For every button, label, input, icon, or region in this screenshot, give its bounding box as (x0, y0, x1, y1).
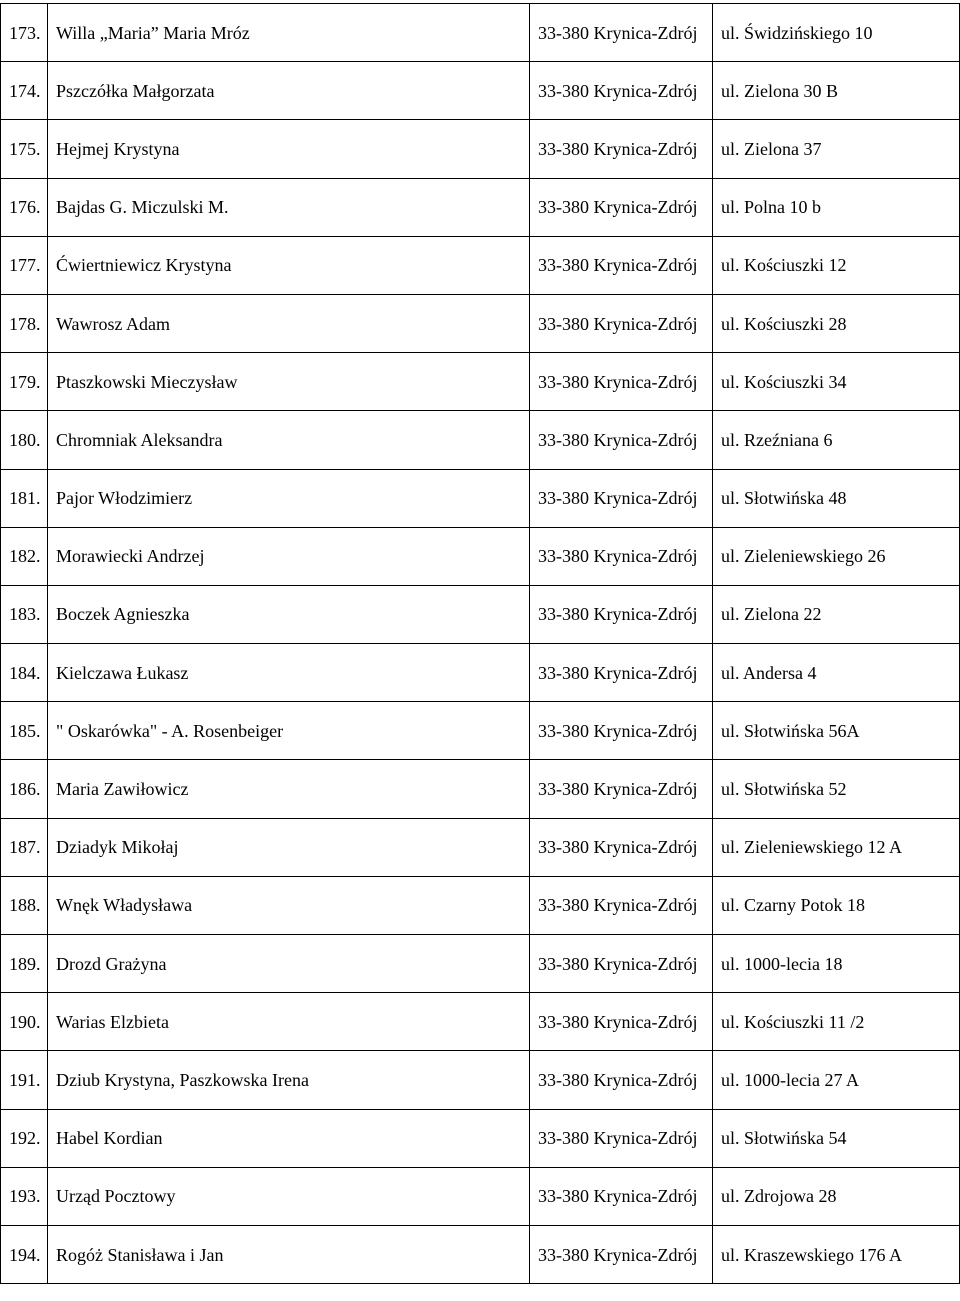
entry-name: Wnęk Władysława (48, 876, 530, 934)
entry-number: 191. (1, 1051, 48, 1109)
table-row (1, 876, 960, 934)
entry-name: Pajor Włodzimierz (48, 469, 530, 527)
entry-name: Dziub Krystyna, Paszkowska Irena (48, 1051, 530, 1109)
entry-number: 180. (1, 411, 48, 469)
table-row (1, 411, 960, 469)
entry-street: ul. Polna 10 b (713, 178, 960, 236)
entry-number: 193. (1, 1167, 48, 1225)
table-row (1, 353, 960, 411)
entry-city: 33-380 Krynica-Zdrój (530, 585, 713, 643)
entry-name: " Oskarówka" - A. Rosenbeiger (48, 702, 530, 760)
table-row (1, 935, 960, 993)
table-row (1, 294, 960, 352)
entry-number: 186. (1, 760, 48, 818)
entry-city: 33-380 Krynica-Zdrój (530, 935, 713, 993)
table-row (1, 702, 960, 760)
entry-city: 33-380 Krynica-Zdrój (530, 1225, 713, 1283)
entry-name: Morawiecki Andrzej (48, 527, 530, 585)
entry-street: ul. Słotwińska 56A (713, 702, 960, 760)
entry-number: 176. (1, 178, 48, 236)
entry-name: Habel Kordian (48, 1109, 530, 1167)
entry-name: Chromniak Aleksandra (48, 411, 530, 469)
entry-number: 179. (1, 353, 48, 411)
entry-city: 33-380 Krynica-Zdrój (530, 702, 713, 760)
entry-city: 33-380 Krynica-Zdrój (530, 4, 713, 62)
entry-number: 181. (1, 469, 48, 527)
entry-number: 185. (1, 702, 48, 760)
entry-city: 33-380 Krynica-Zdrój (530, 353, 713, 411)
entry-number: 188. (1, 876, 48, 934)
entry-street: ul. Słotwińska 52 (713, 760, 960, 818)
table-row (1, 993, 960, 1051)
entry-street: ul. Zielona 37 (713, 120, 960, 178)
entry-street: ul. Słotwińska 54 (713, 1109, 960, 1167)
entry-number: 183. (1, 585, 48, 643)
entry-street: ul. Zdrojowa 28 (713, 1167, 960, 1225)
entry-number: 174. (1, 62, 48, 120)
table-row (1, 62, 960, 120)
entry-street: ul. Kościuszki 12 (713, 236, 960, 294)
entry-street: ul. Andersa 4 (713, 644, 960, 702)
entry-number: 177. (1, 236, 48, 294)
table-row (1, 1109, 960, 1167)
entry-name: Dziadyk Mikołaj (48, 818, 530, 876)
entry-street: ul. Kraszewskiego 176 A (713, 1225, 960, 1283)
entry-city: 33-380 Krynica-Zdrój (530, 818, 713, 876)
entry-city: 33-380 Krynica-Zdrój (530, 527, 713, 585)
entry-street: ul. Kościuszki 34 (713, 353, 960, 411)
registry-table (0, 3, 960, 1284)
table-row (1, 527, 960, 585)
entry-number: 178. (1, 294, 48, 352)
entry-city: 33-380 Krynica-Zdrój (530, 1167, 713, 1225)
entry-name: Boczek Agnieszka (48, 585, 530, 643)
entry-city: 33-380 Krynica-Zdrój (530, 760, 713, 818)
entry-city: 33-380 Krynica-Zdrój (530, 236, 713, 294)
table-row (1, 818, 960, 876)
entry-name: Drozd Grażyna (48, 935, 530, 993)
entry-street: ul. Zielona 30 B (713, 62, 960, 120)
table-row (1, 1225, 960, 1283)
entry-street: ul. Kościuszki 28 (713, 294, 960, 352)
entry-number: 189. (1, 935, 48, 993)
table-row (1, 120, 960, 178)
entry-city: 33-380 Krynica-Zdrój (530, 411, 713, 469)
entry-name: Maria Zawiłowicz (48, 760, 530, 818)
entry-street: ul. Zieleniewskiego 26 (713, 527, 960, 585)
entry-street: ul. 1000-lecia 18 (713, 935, 960, 993)
entry-number: 194. (1, 1225, 48, 1283)
entry-name: Hejmej Krystyna (48, 120, 530, 178)
entry-name: Warias Elzbieta (48, 993, 530, 1051)
entry-street: ul. Zielona 22 (713, 585, 960, 643)
entry-street: ul. Zieleniewskiego 12 A (713, 818, 960, 876)
entry-name: Willa „Maria” Maria Mróz (48, 4, 530, 62)
entry-city: 33-380 Krynica-Zdrój (530, 294, 713, 352)
table-row (1, 1167, 960, 1225)
table-row (1, 178, 960, 236)
table-row (1, 585, 960, 643)
entry-city: 33-380 Krynica-Zdrój (530, 1051, 713, 1109)
table-row (1, 236, 960, 294)
entry-name: Pszczółka Małgorzata (48, 62, 530, 120)
table-row (1, 1051, 960, 1109)
entry-number: 190. (1, 993, 48, 1051)
entry-street: ul. Słotwińska 48 (713, 469, 960, 527)
entry-name: Ćwiertniewicz Krystyna (48, 236, 530, 294)
entry-street: ul. Kościuszki 11 /2 (713, 993, 960, 1051)
registry-table-body (1, 4, 960, 1284)
entry-name: Rogóż Stanisława i Jan (48, 1225, 530, 1283)
entry-city: 33-380 Krynica-Zdrój (530, 876, 713, 934)
table-row (1, 469, 960, 527)
entry-city: 33-380 Krynica-Zdrój (530, 178, 713, 236)
entry-street: ul. Czarny Potok 18 (713, 876, 960, 934)
entry-number: 173. (1, 4, 48, 62)
table-row (1, 644, 960, 702)
entry-city: 33-380 Krynica-Zdrój (530, 469, 713, 527)
entry-city: 33-380 Krynica-Zdrój (530, 993, 713, 1051)
entry-name: Ptaszkowski Mieczysław (48, 353, 530, 411)
entry-number: 192. (1, 1109, 48, 1167)
entry-name: Wawrosz Adam (48, 294, 530, 352)
entry-city: 33-380 Krynica-Zdrój (530, 1109, 713, 1167)
entry-number: 187. (1, 818, 48, 876)
entry-number: 182. (1, 527, 48, 585)
entry-city: 33-380 Krynica-Zdrój (530, 120, 713, 178)
entry-number: 184. (1, 644, 48, 702)
table-row (1, 760, 960, 818)
entry-number: 175. (1, 120, 48, 178)
entry-street: ul. Świdzińskiego 10 (713, 4, 960, 62)
entry-street: ul. Rzeźniana 6 (713, 411, 960, 469)
entry-city: 33-380 Krynica-Zdrój (530, 644, 713, 702)
entry-name: Kielczawa Łukasz (48, 644, 530, 702)
entry-street: ul. 1000-lecia 27 A (713, 1051, 960, 1109)
entry-city: 33-380 Krynica-Zdrój (530, 62, 713, 120)
entry-name: Bajdas G. Miczulski M. (48, 178, 530, 236)
entry-name: Urząd Pocztowy (48, 1167, 530, 1225)
table-row (1, 4, 960, 62)
